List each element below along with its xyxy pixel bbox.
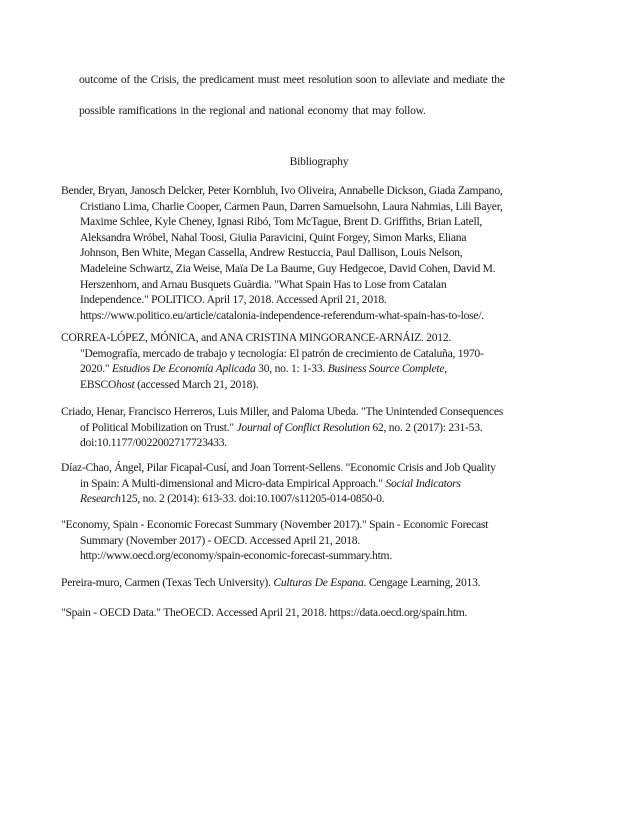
bibliography-entry [61,183,581,323]
entry-line-url: http://www.oecd.org/economy/spain-economic-forecast-summary.htm. [80,549,392,563]
bibliography-entry [61,605,581,621]
entry-line: Herszenhorn, and Arnau Busquets Guàrdia. "What Spain Has to Lose from Catalan [80,277,447,291]
bibliography-entry [61,517,581,564]
book-title: Culturas De Espana [273,576,364,589]
body-text-line: outcome of the Crisis, the predicament must meet resolution soon to alleviate and mediate the [79,73,505,86]
entry-text: 62, no. 2 (2017): 231-53. [369,420,483,434]
body-text-line: possible ramifications in the regional and national economy that may follow. [79,104,426,117]
entry-line: Bender, Bryan, Janosch Delcker, Peter Kornbluh, Ivo Oliveira, Annabelle Dickson, Giada Zampano, [61,184,503,197]
entry-line [61,420,581,436]
entry-line-doi: doi:10.1177/0022002717723433. [80,436,227,450]
entry-text: , [444,362,447,376]
entry-line: CORREA-LÓPEZ, MÓNICA, and ANA CRISTINA MINGORANCE-ARNÁIZ. 2012. [61,331,452,344]
entry-text: Pereira-muro, Carmen (Texas Tech University). [61,576,274,589]
entry-line [61,476,581,492]
entry-line [61,575,581,591]
bibliography-entry [61,404,581,451]
entry-line: Díaz-Chao, Ángel, Pilar Ficapal-Cusí, and Joan Torrent-Sellens. "Economic Crisis and Job Quality [61,461,496,474]
bibliography-heading: Bibliography [289,155,349,168]
journal-title: Research [80,492,121,506]
database-suffix: host [116,377,135,391]
entry-text: 125, no. 2 (2014): 613-33. doi:10.1007/s11205-014-0850-0. [120,492,385,506]
entry-text: of Political Mobilization on Trust." [80,420,237,434]
entry-line: Cristiano Lima, Charlie Cooper, Carmen Paun, Darren Samuelsohn, Laura Nahmias, Lili Bayer, [80,199,503,213]
entry-line: Independence." POLITICO. April 17, 2018. Accessed April 21, 2018. [80,293,387,307]
entry-line: Maxime Schlee, Kyle Cheney, Ignasi Ribó, Tom McTague, Brent D. Griffiths, Brian Latell, [80,215,483,229]
entry-line: "Economy, Spain - Economic Forecast Summary (November 2017)." Spain - Economic Forecast [61,518,489,531]
entry-text: 2020." [80,362,112,376]
entry-text: (accessed March 21, 2018). [134,377,259,391]
entry-line: "Demografía, mercado de trabajo y tecnología: El patrón de crecimiento de Cataluña, 1970- [80,346,484,360]
entry-text: 30, no. 1: 1-33. [255,362,328,376]
entry-line [61,361,581,377]
entry-line [61,377,581,393]
bibliography-entry [61,330,581,392]
entry-line: "Spain - OECD Data." TheOECD. Accessed April 21, 2018. https://data.oecd.org/spain.htm. [61,606,468,619]
journal-title: Social Indicators [385,476,461,490]
entry-line: Summary (November 2017) - OECD. Accessed April 21, 2018. [80,533,360,547]
entry-text: in Spain: A Multi-dimensional and Micro-data Empirical Approach." [80,476,386,490]
bibliography-entry [61,575,581,591]
entry-line: Criado, Henar, Francisco Herreros, Luis Miller, and Paloma Ubeda. "The Unintended Consequences [61,405,503,418]
entry-text: . Cengage Learning, 2013. [363,576,481,589]
journal-title: Journal of Conflict Resolution [236,420,370,434]
entry-line: Madeleine Schwartz, Zia Weise, Maïa De La Baume, Guy Hedgecoe, David Cohen, David M. [80,261,496,275]
database-title: Business Source Complete [327,362,445,376]
bibliography-entry [61,460,581,507]
entry-line: Johnson, Ben White, Megan Cassella, Andrew Restuccia, Paul Dallison, Louis Nelson, [80,246,463,260]
journal-title: Estudios De Economía Aplicada [111,362,256,376]
entry-line [61,491,581,507]
entry-line: Aleksandra Wróbel, Nahal Toosi, Giulia Paravicini, Quint Forgey, Simon Marks, Eliana [80,230,467,244]
entry-text: EBSCO [80,377,117,391]
entry-line-url: https://www.politico.eu/article/catalonia-independence-referendum-what-spain-has-to-lose/. [80,308,484,322]
